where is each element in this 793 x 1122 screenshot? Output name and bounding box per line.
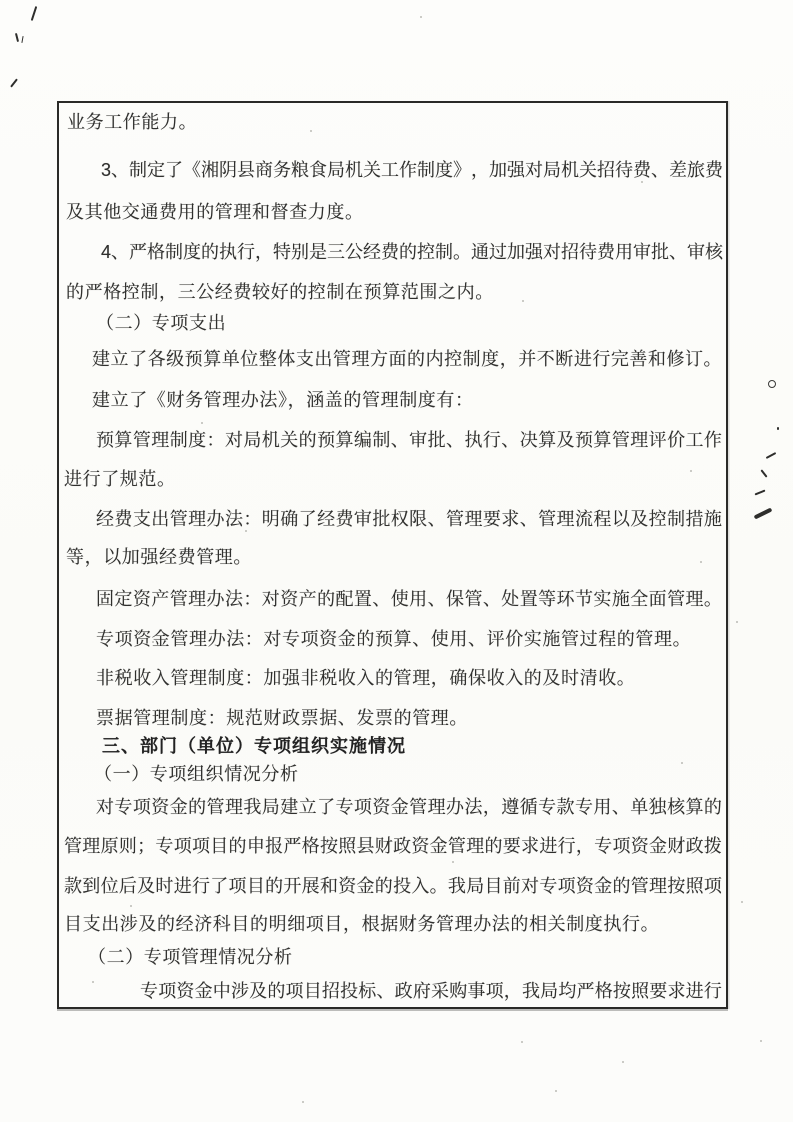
text-line: （一）专项组织情况分析 <box>94 764 299 784</box>
scan-noise-speck <box>622 1061 624 1063</box>
text-line: 建 立 了 各 级 预 算 单 位 整 体 支 出 管 理 方 面 的 内 控 制 度 ， 并 不 断 进 行 完 善 和 修 订 。 <box>92 349 722 369</box>
pen-mark <box>760 469 767 477</box>
pen-mark <box>31 6 38 21</box>
pen-mark <box>15 33 19 42</box>
text-line: 对 专 项 资 金 的 管 理 我 局 建 立 了 专 项 资 金 管 理 办 法 ， 遵 循 专 款 专 用 、 单 独 核 算 的 <box>96 797 722 817</box>
scan-noise-speck <box>681 762 683 764</box>
pen-mark <box>768 380 776 388</box>
text-line: 目支出涉及的经济科目的明细项目，根据财务管理办法的相关制度执行。 <box>64 914 660 934</box>
pen-mark <box>754 508 773 520</box>
scan-noise-speck <box>310 130 312 132</box>
text-line: 及其他交通费用的管理和督查力度。 <box>66 202 364 222</box>
text-line: 进行了规范。 <box>64 469 176 489</box>
pen-mark <box>766 452 777 459</box>
scan-noise-speck <box>700 561 702 563</box>
text-line: 业务工作能力。 <box>67 112 198 132</box>
text-line: 3 、 制 定 了 《 湘 阴 县 商 务 粮 食 局 机 关 工 作 制 度 》 ， 加 强 对 局 机 关 招 待 费 、 差 旅 费 <box>101 160 724 180</box>
text-line: 等，以加强经费管理。 <box>66 547 252 567</box>
scan-noise-speck <box>302 1101 304 1103</box>
text-line: 4 、 严 格 制 度 的 执 行 ， 特 别 是 三 公 经 费 的 控 制 。 通 过 加 强 对 招 待 费 用 审 批 、 审 核 <box>101 242 724 262</box>
scan-noise-speck <box>201 422 203 424</box>
text-line: （二）专项支出 <box>96 313 227 333</box>
section-heading: 三、部门（单位）专项组织实施情况 <box>102 736 406 756</box>
text-line: 管 理 原 则 ； 专 项 项 目 的 申 报 严 格 按 照 县 财 政 资 金 管 理 的 要 求 进 行 ， 专 项 资 金 财 政 拨 <box>64 836 722 856</box>
scan-noise-speck <box>736 621 738 623</box>
text-line: 非税收入管理制度：加强非税收入的管理，确保收入的及时清收。 <box>96 668 636 688</box>
text-line: 固 定 资 产 管 理 办 法 ： 对 资 产 的 配 置 、 使 用 、 保 管 、 处 置 等 环 节 实 施 全 面 管 理 。 <box>96 589 722 609</box>
pen-mark <box>21 36 23 43</box>
scan-noise-speck <box>522 300 524 302</box>
scan-noise-speck <box>452 861 454 863</box>
pen-mark <box>777 427 779 430</box>
text-line: 专 项 资 金 中 涉 及 的 项 目 招 投 标 、 政 府 采 购 事 项 ， 我 局 均 严 格 按 照 要 求 进 行 <box>140 981 722 1001</box>
scan-noise-speck <box>690 470 692 472</box>
text-line: 经 费 支 出 管 理 办 法 ： 明 确 了 经 费 审 批 权 限 、 管 理 要 求 、 管 理 流 程 以 及 控 制 措 施 <box>96 509 722 529</box>
scan-noise-speck <box>130 905 132 907</box>
pen-mark <box>755 490 766 496</box>
text-line: 专项资金管理办法：对专项资金的预算、使用、评价实施管过程的管理。 <box>96 629 692 649</box>
text-line: 预 算 管 理 制 度 ： 对 局 机 关 的 预 算 编 制 、 审 批 、 执 行 、 决 算 及 预 算 管 理 评 价 工 作 <box>96 430 722 450</box>
text-line: 款 到 位 后 及 时 进 行 了 项 目 的 开 展 和 资 金 的 投 入 。 我 局 目 前 对 专 项 资 金 的 管 理 按 照 项 <box>64 876 722 896</box>
text-line: 建立了《财务管理办法》，涵盖的管理制度有： <box>92 390 474 410</box>
text-line: 票据管理制度：规范财政票据、发票的管理。 <box>96 708 468 728</box>
scan-noise-speck <box>760 1040 762 1042</box>
pen-mark <box>10 78 18 87</box>
scan-noise-speck <box>741 901 743 903</box>
scan-noise-speck <box>555 1090 557 1092</box>
scan-noise-speck <box>420 16 422 18</box>
scan-noise-speck <box>521 1041 523 1043</box>
text-line: 的严格控制，三公经费较好的控制在预算范围之内。 <box>66 282 494 302</box>
text-line: （二）专项管理情况分析 <box>88 947 293 967</box>
scan-noise-speck <box>92 981 94 983</box>
